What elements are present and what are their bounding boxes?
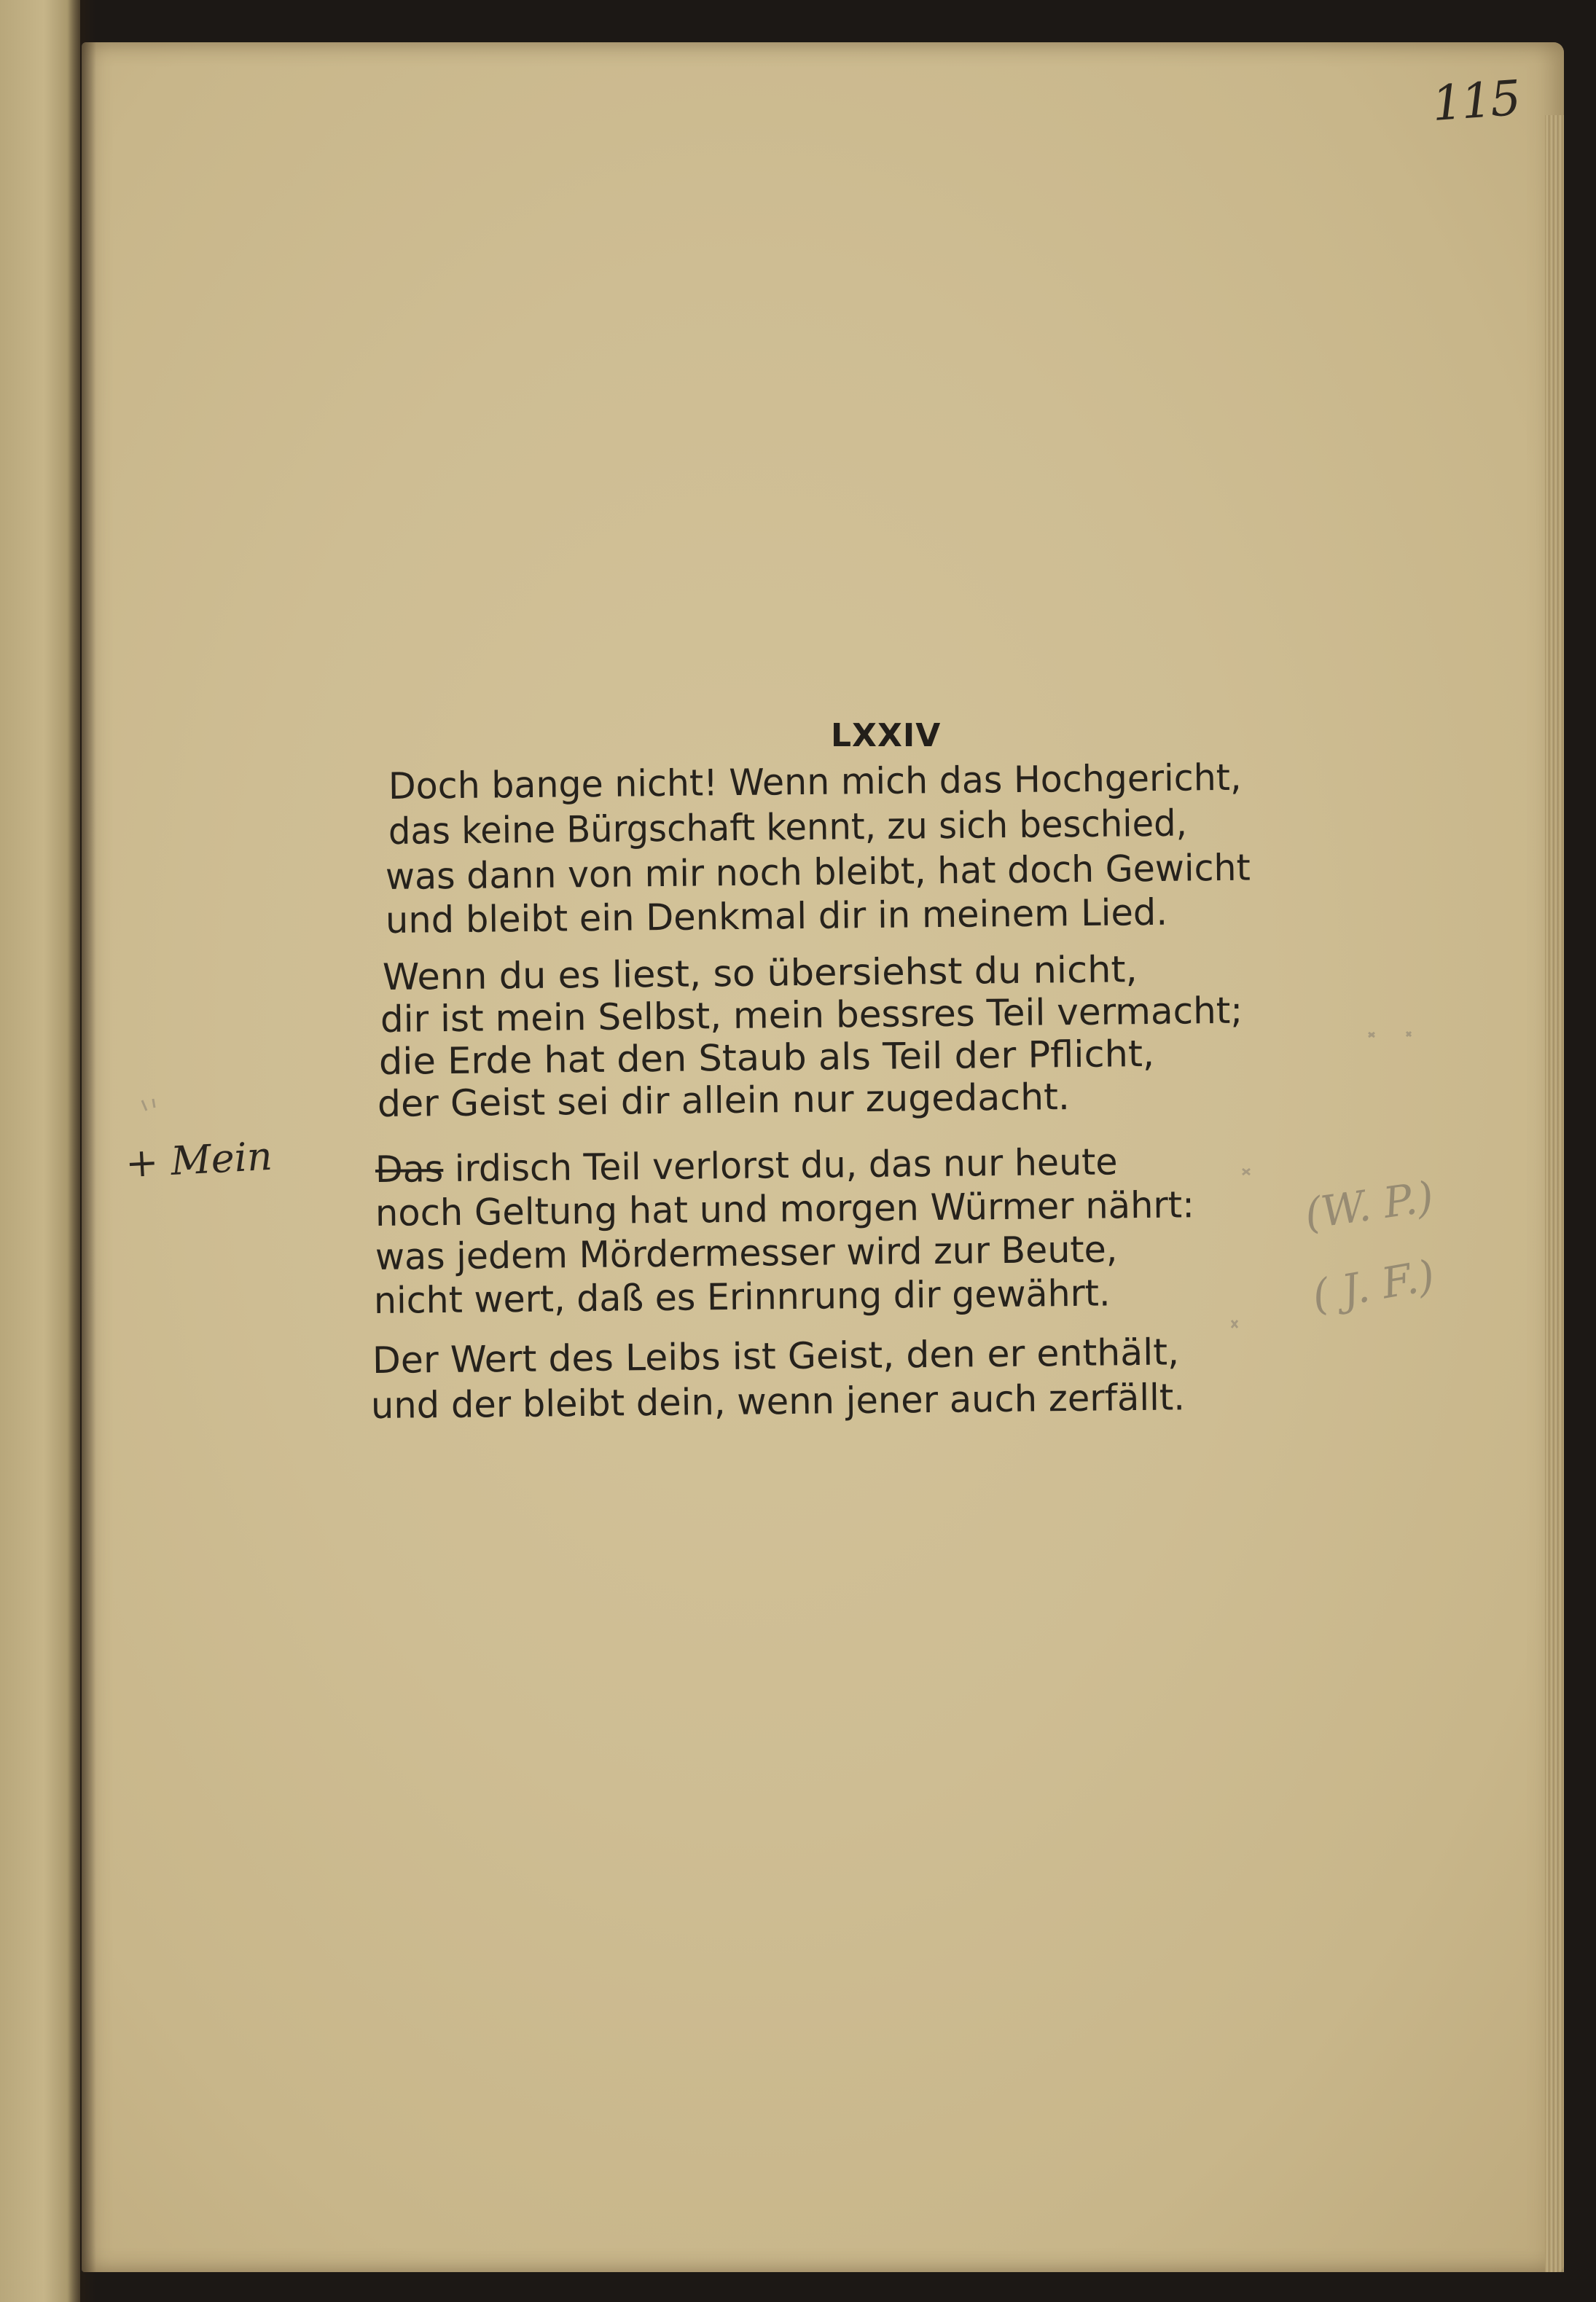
verse-line-rest: irdisch Teil verlorst du, das nur heute	[442, 1140, 1118, 1191]
stanza-1	[0, 756, 1596, 984]
verse-line: Doch bange nicht! Wenn mich das Hochgericht,	[388, 756, 1242, 807]
verse-line	[375, 1140, 1118, 1191]
verse-line: dir ist mein Selbst, mein bessres Teil vermacht;	[380, 989, 1243, 1041]
pencil-note-top: (W. P.)	[1302, 1171, 1437, 1240]
verse-line: nicht wert, daß es Erinnrung dir gewährt.	[373, 1272, 1111, 1322]
poem-title: LXXIV	[831, 717, 942, 754]
verse-line: was dann von mir noch bleibt, hat doch Gewicht	[385, 846, 1251, 898]
struck-word: Das	[375, 1148, 444, 1191]
verse-line: der Geist sei dir allein nur zugedacht.	[377, 1076, 1071, 1125]
pencil-note-bottom: ( J. F.)	[1308, 1250, 1439, 1321]
page-number: 115	[1430, 69, 1522, 133]
verse-line: und bleibt ein Denkmal dir in meinem Lied.	[385, 890, 1168, 941]
verse-line: Der Wert des Leibs ist Geist, den er enthält,	[372, 1331, 1180, 1382]
stanza-4	[0, 1331, 1596, 1558]
verse-line: was jedem Mördermesser wird zur Beute,	[375, 1228, 1118, 1278]
verse-line: und der bleibt dein, wenn jener auch zerfällt.	[370, 1376, 1186, 1427]
verse-line: noch Geltung hat und morgen Würmer nährt:	[375, 1183, 1195, 1234]
verse-line: Wenn du es liest, so übersiehst du nicht,	[382, 948, 1138, 998]
verse-line: die Erde hat den Staub als Teil der Pflicht,	[378, 1032, 1155, 1083]
margin-note: + Mein	[124, 1132, 274, 1187]
verse-line: das keine Bürgschaft kennt, zu sich beschied,	[388, 802, 1188, 853]
